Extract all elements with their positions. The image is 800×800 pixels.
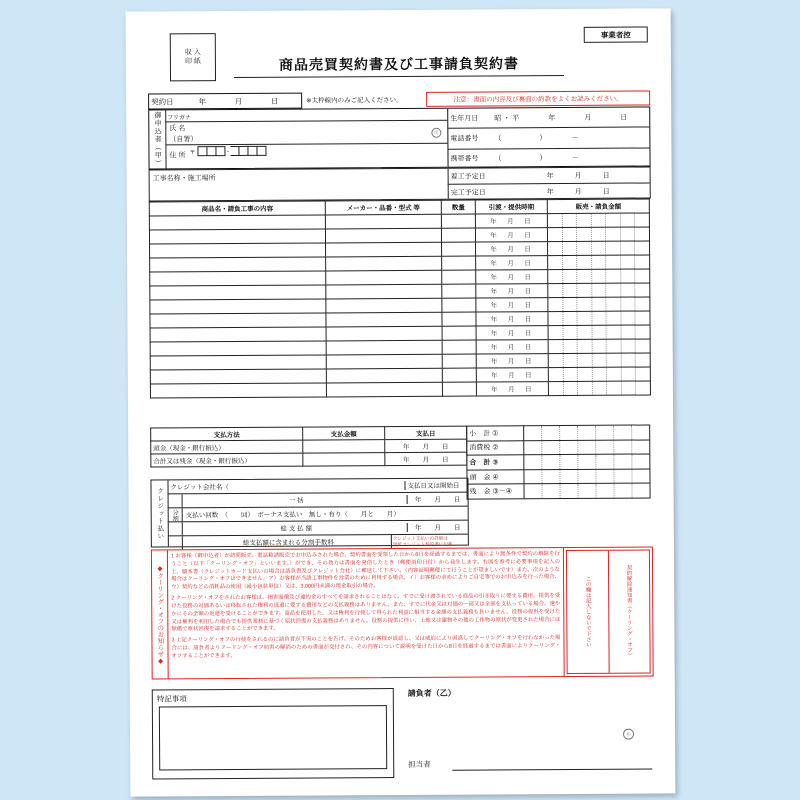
pay-method-2: 合計又は残金（現金・銀行振込） bbox=[151, 453, 303, 467]
start-date-value: 年 月 日 bbox=[546, 172, 610, 180]
birthdate-row[interactable] bbox=[447, 107, 649, 129]
cell-maker[interactable] bbox=[325, 228, 441, 243]
cell-delivery[interactable]: 年 月 日 bbox=[476, 326, 548, 340]
applicant-right bbox=[447, 107, 649, 166]
totals-label: 合 計 ③ bbox=[467, 455, 524, 470]
telephone-row[interactable] bbox=[447, 128, 649, 150]
col-qty: 数量 bbox=[441, 200, 475, 214]
seal-icon: 印 bbox=[431, 128, 441, 138]
remarks-box[interactable] bbox=[152, 688, 395, 779]
cell-maker[interactable] bbox=[326, 368, 442, 383]
cell-delivery[interactable]: 年 月 日 bbox=[476, 368, 548, 382]
cell-maker[interactable] bbox=[326, 270, 442, 285]
staff-input-line[interactable] bbox=[452, 768, 652, 770]
site-schedule bbox=[448, 167, 650, 198]
site-block bbox=[149, 166, 651, 201]
contractor-seal-icon: 印 bbox=[623, 729, 634, 740]
applicant-side-label-text: 御申込者（甲） bbox=[154, 111, 162, 168]
cell-qty[interactable] bbox=[442, 312, 476, 326]
cooling-off-block bbox=[151, 546, 654, 679]
totals-table bbox=[466, 424, 650, 499]
cell-delivery[interactable]: 年 月 日 bbox=[476, 256, 548, 270]
start-date-label: 着工予定日 bbox=[450, 172, 486, 181]
cell-amount[interactable] bbox=[548, 311, 650, 326]
credit-paydate-label: 支払日又は開始日 bbox=[404, 481, 467, 490]
totals-value[interactable] bbox=[524, 440, 650, 455]
credit-fee-label: 総支払額に含まれる分割手数料 bbox=[242, 539, 334, 547]
credit-installment-count-label: 支払い回数 （ 回） ボーナス支払い 無し・有り（ 月と 月） bbox=[185, 511, 400, 520]
telephone-label: 電話番号 bbox=[450, 135, 479, 143]
goods-table-wrap bbox=[149, 198, 650, 398]
pay-col-date: 支払日 bbox=[385, 426, 467, 440]
cell-delivery[interactable]: 年 月 日 bbox=[476, 382, 548, 396]
name-field[interactable] bbox=[165, 120, 447, 146]
credit-sub-empty3 bbox=[168, 536, 183, 549]
credit-total-label: 総 支 払 額 bbox=[280, 525, 312, 533]
cell-qty[interactable] bbox=[442, 326, 476, 340]
cell-item[interactable] bbox=[149, 229, 325, 244]
cell-maker[interactable] bbox=[326, 340, 442, 355]
cell-delivery[interactable]: 年 月 日 bbox=[475, 214, 547, 228]
payment-table bbox=[150, 426, 467, 468]
contract-paper bbox=[126, 8, 676, 796]
cell-qty[interactable] bbox=[442, 256, 476, 270]
revenue-stamp-box bbox=[170, 33, 216, 81]
cell-qty[interactable] bbox=[442, 368, 476, 382]
totals-value[interactable] bbox=[524, 483, 650, 498]
pay-col-amount: 支払金額 bbox=[303, 427, 385, 441]
credit-sub-empty bbox=[168, 494, 183, 507]
cell-delivery[interactable]: 年 月 日 bbox=[476, 284, 548, 298]
cell-item[interactable] bbox=[150, 341, 326, 356]
cell-item[interactable] bbox=[150, 355, 326, 370]
staff-label: 担当者 bbox=[408, 759, 431, 769]
cell-qty[interactable] bbox=[442, 340, 476, 354]
cell-maker[interactable] bbox=[326, 354, 442, 369]
cooling-off-paragraph-2: 2 クーリング・オフをされたお客様は、損害賠償及び違約金のすべてを請求されることはなく、すでに受け渡されている商品の引き取りに要する費用、提供を受けた役務の対価あるいは移転された権利の返還に要する費用などの支払義務はありません。また、すでに代金又は対価の一部又は全部を支払っている場合、速やかにその全額の返還を受けることができます。商品を使用した、又は権利を行使して得られた利益に相当する金額の支払義務も負いません。役務の提供を受けた又は権利を利用した場合でも提供業務に基づく原状回復の支払義務はありません。役務の提供に伴い、土地又は建物その他の工作物の原状が変更された場合には無償で原状回復を請求することができます。 bbox=[171, 593, 561, 633]
cell-maker[interactable] bbox=[326, 382, 442, 397]
birthdate-label: 生年月日 bbox=[450, 115, 479, 123]
cell-delivery[interactable]: 年 月 日 bbox=[476, 270, 548, 284]
cell-qty[interactable] bbox=[441, 228, 475, 242]
cell-item[interactable] bbox=[150, 327, 326, 342]
table-row[interactable] bbox=[150, 381, 650, 398]
totals-value[interactable] bbox=[524, 454, 650, 469]
site-name-field[interactable] bbox=[150, 169, 449, 201]
zip-input[interactable]: - bbox=[197, 146, 266, 156]
page-title: 商品売買契約書及び工事請負契約書 bbox=[234, 53, 564, 78]
remarks-input[interactable] bbox=[159, 705, 387, 770]
contractor-box bbox=[408, 686, 653, 775]
cell-amount[interactable] bbox=[548, 241, 650, 256]
cell-item[interactable] bbox=[150, 285, 326, 300]
name-label: 氏 名 （自署） bbox=[169, 125, 198, 143]
credit-lump-date[interactable]: 年 月 日 bbox=[407, 495, 468, 504]
credit-total-date[interactable]: 年 月 日 bbox=[407, 523, 468, 532]
totals-label: 小 計 ① bbox=[467, 426, 524, 441]
pay-date-1[interactable]: 年 月 日 bbox=[385, 439, 467, 453]
end-date-row[interactable] bbox=[448, 183, 650, 199]
cell-amount[interactable] bbox=[548, 283, 650, 298]
contract-date-label: 契約日 bbox=[151, 96, 174, 107]
cell-item[interactable] bbox=[150, 271, 326, 286]
end-date-value: 年 月 日 bbox=[546, 188, 610, 196]
credit-installment-side bbox=[168, 508, 183, 521]
totals-row[interactable] bbox=[467, 425, 650, 441]
business-copy-label: 事業者控 bbox=[600, 30, 631, 40]
totals-row[interactable] bbox=[467, 483, 650, 499]
credit-block bbox=[150, 478, 468, 548]
payment-row[interactable] bbox=[151, 452, 467, 467]
credit-side-label bbox=[151, 480, 168, 546]
start-date-row[interactable] bbox=[448, 167, 650, 184]
address-label: 住 所 bbox=[169, 152, 186, 160]
cell-item[interactable] bbox=[150, 257, 326, 272]
credit-side-label-text: クレジット払い bbox=[156, 487, 164, 540]
cell-delivery[interactable]: 年 月 日 bbox=[476, 242, 548, 256]
cell-maker[interactable] bbox=[326, 242, 442, 257]
zip-label: 〒 bbox=[189, 150, 196, 157]
telephone-value: （ ） － bbox=[494, 134, 581, 143]
pay-amount-1[interactable] bbox=[303, 440, 385, 454]
cell-amount[interactable] bbox=[548, 325, 650, 340]
applicant-left bbox=[149, 109, 448, 169]
cell-amount[interactable] bbox=[547, 213, 649, 228]
applicant-side-label bbox=[149, 110, 166, 168]
totals-label: 頭 金 ④ bbox=[467, 470, 524, 485]
cell-delivery[interactable]: 年 月 日 bbox=[476, 298, 548, 312]
contract-date-month: 月 bbox=[234, 96, 243, 106]
cancellation-notice-right bbox=[608, 550, 650, 672]
cell-maker[interactable] bbox=[326, 326, 442, 341]
mobile-label: 携帯番号 bbox=[450, 155, 479, 164]
cell-qty[interactable] bbox=[441, 214, 475, 228]
cell-item[interactable] bbox=[150, 369, 326, 384]
cell-item[interactable] bbox=[150, 313, 326, 328]
cancellation-notice-box bbox=[563, 547, 653, 676]
contract-date-day: 日 bbox=[270, 96, 279, 106]
cell-item[interactable] bbox=[150, 383, 326, 398]
mobile-value: （ ） － bbox=[494, 155, 582, 163]
credit-lump-label: 一 括 bbox=[288, 497, 304, 505]
contract-date-year: 年 bbox=[198, 96, 207, 106]
cell-amount[interactable] bbox=[547, 227, 649, 242]
cancellation-notice-right-text: 契約解除通知書（クーリング・オフ） bbox=[625, 564, 633, 659]
pay-col-method: 支払方法 bbox=[151, 427, 303, 441]
cell-maker[interactable] bbox=[325, 214, 441, 229]
remarks-label: 特記事項 bbox=[156, 694, 187, 704]
cell-qty[interactable] bbox=[442, 270, 476, 284]
cell-item[interactable] bbox=[150, 299, 326, 314]
cell-item[interactable] bbox=[150, 243, 326, 258]
cooling-off-side-label-text: ◆クーリング・オフのお知らせ◆ bbox=[155, 564, 164, 665]
contract-body bbox=[148, 26, 653, 779]
cancellation-notice-left-text: この欄は記入しないで下さい bbox=[584, 576, 592, 648]
col-maker: メーカー・品番・型式 等 bbox=[325, 200, 441, 215]
cell-maker[interactable] bbox=[326, 312, 442, 327]
contractor-label: 請負者（乙） bbox=[407, 688, 456, 698]
totals-label: 消費税 ② bbox=[467, 440, 524, 455]
pay-amount-2[interactable] bbox=[303, 453, 385, 467]
cell-maker[interactable] bbox=[326, 298, 442, 313]
totals-row[interactable] bbox=[467, 440, 650, 456]
totals-value[interactable] bbox=[524, 469, 650, 484]
revenue-stamp-label: 収 入 印 紙 bbox=[184, 48, 201, 66]
totals-row[interactable] bbox=[467, 469, 650, 485]
cell-delivery[interactable]: 年 月 日 bbox=[476, 354, 548, 368]
credit-note: クレジット支払いの詳細は 別紙クレジット契約書に記載 bbox=[391, 534, 468, 548]
cell-amount[interactable] bbox=[548, 297, 650, 312]
credit-sub-empty2 bbox=[168, 522, 183, 535]
credit-company-label: クレジット会社名（ bbox=[170, 484, 229, 492]
cell-maker[interactable] bbox=[326, 284, 442, 299]
read-terms-warning: 注意：書面の内容及び裏面の約款をよくお読みください。 bbox=[426, 90, 650, 106]
cell-item[interactable] bbox=[149, 215, 325, 230]
cell-amount[interactable] bbox=[548, 381, 650, 396]
credit-body bbox=[167, 479, 467, 547]
birthdate-value: 昭・平 年 月 日 bbox=[494, 114, 630, 123]
cell-amount[interactable] bbox=[548, 255, 650, 270]
cell-qty[interactable] bbox=[442, 298, 476, 312]
col-amount: 販売・請負金額 bbox=[547, 199, 649, 214]
cell-delivery[interactable]: 年 月 日 bbox=[476, 312, 548, 326]
col-item: 商品名・請負工事の内容 bbox=[149, 201, 325, 216]
cell-qty[interactable] bbox=[442, 382, 476, 396]
totals-section bbox=[466, 424, 650, 499]
site-name-label: 工事名称・施工場所 bbox=[152, 175, 216, 183]
cooling-off-paragraph-1: 1 お客様（御申込者）が訪問販売、電話勧誘販売でお申込みされた場合、契約書面を受領した日から8日を経過するまでは、書面により無条件で契約の解除を行うこと（以下「クーリング・オフ」といいます。）ができ、その効力は書面を発信したとき（郵便消印日付）から発生します。右図を参考に必要事項を記入の上、謄本書（クレジットカード支払いの場合は請負書及びクレジット会社）に郵送して下さい。（内容証明郵便にて行うことが望ましいです）また、次のような場合はクーリング・オフはできません。ア）お客様が当該工事物件を営業のために利用する場合、イ）お客様の求めによりご自宅等でのお申込みを行った場合、ウ）契約などの消耗品の使用（最小包装単位）又は、3,000円未満の現金取引の場合。 bbox=[170, 551, 561, 591]
cooling-off-paragraph-3: 3 上記クーリング・オフの行使をされるのに請負者が不実のことを告げ、そのためお客様が誤認し、又は威迫により困惑してクーリング・オフを行わなかった場合には、請負者よりクーリング・オフ妨害の解消のための書面が交付され、その内容について説明を受けた日から8日を経過するまでは書面によりクーリング・オフすることができます。 bbox=[171, 635, 561, 660]
cell-amount[interactable] bbox=[548, 339, 650, 354]
business-copy-badge bbox=[584, 26, 648, 42]
pay-date-2[interactable]: 年 月 日 bbox=[385, 452, 467, 466]
address-field[interactable] bbox=[165, 143, 447, 167]
cooling-off-text bbox=[167, 548, 565, 678]
contract-date-box[interactable] bbox=[148, 93, 302, 110]
cell-qty[interactable] bbox=[442, 242, 476, 256]
totals-value[interactable] bbox=[524, 425, 650, 440]
cancellation-notice-left bbox=[567, 551, 610, 673]
credit-installment-label: 分割 bbox=[171, 508, 178, 521]
cell-amount[interactable] bbox=[548, 353, 650, 368]
col-delivery: 引渡・提供時期 bbox=[475, 200, 547, 214]
bold-frame-note: ※太枠線内のみご記入ください。 bbox=[306, 96, 403, 105]
applicant-block bbox=[148, 106, 650, 169]
cell-delivery[interactable]: 年 月 日 bbox=[475, 228, 547, 242]
furigana-label: フリガナ bbox=[167, 115, 191, 122]
cell-qty[interactable] bbox=[442, 354, 476, 368]
cell-delivery[interactable]: 年 月 日 bbox=[476, 340, 548, 354]
mobile-row[interactable] bbox=[447, 148, 649, 169]
payment-section bbox=[150, 426, 466, 468]
end-date-label: 完工予定日 bbox=[450, 188, 486, 197]
goods-table bbox=[149, 198, 651, 398]
contract-date-strip bbox=[148, 90, 648, 107]
totals-label: 残 金 ③－④ bbox=[467, 484, 524, 499]
totals-row[interactable] bbox=[467, 454, 650, 470]
cell-maker[interactable] bbox=[326, 256, 442, 271]
pay-method-1: 頭金（現金・銀行振込） bbox=[151, 440, 303, 454]
cancellation-notice-inner bbox=[566, 549, 651, 674]
cell-amount[interactable] bbox=[548, 269, 650, 284]
cell-qty[interactable] bbox=[442, 284, 476, 298]
cell-amount[interactable] bbox=[548, 367, 650, 382]
